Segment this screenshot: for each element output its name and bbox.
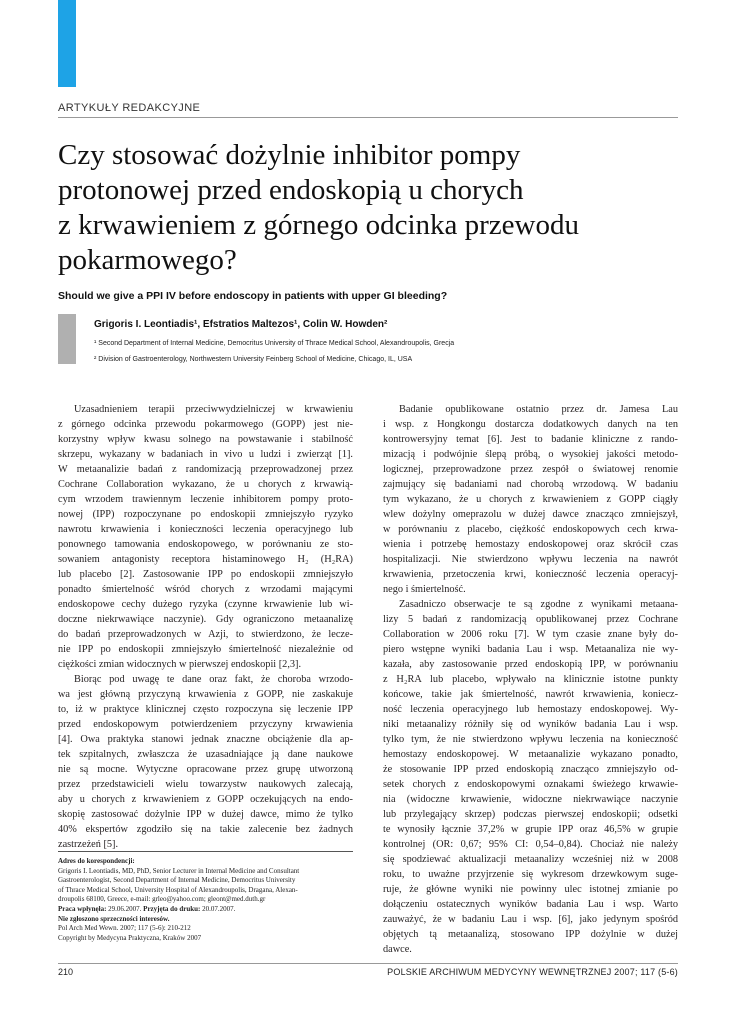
affiliation-1: ¹ Second Department of Internal Medicine, Democritus University of Thrace Medical School, Alexandroupolis, Grecja xyxy=(94,340,455,347)
text-line: sowaniem antagonisty receptora histaminowego H₂ (H₂RA) xyxy=(58,554,353,565)
conflict-statement: Nie zgłoszono sprzeczności interesów. xyxy=(58,914,170,923)
text-line: cym wrzodem trawiennym leczenie inhibitorem pompy proto- xyxy=(58,494,353,505)
text-line: kontrowersyjny temat [6]. Jest to badanie kliniczne z rando- xyxy=(383,434,678,445)
accent-bar xyxy=(58,0,76,87)
text-line: hospitalizacji. Nie stwierdzono wpływu leczenia na nawrót xyxy=(383,554,678,565)
text-line: Zasadniczo obserwacje te są zgodne z wynikami metaana- xyxy=(399,599,678,610)
text-line: W metaanalizie badań z randomizacją przeprowadzonej przez xyxy=(58,464,353,475)
correspondence-line: Gastroenterologist, Second Department of Internal Medicine, Democritus University xyxy=(58,876,296,885)
received-label: Praca wpłynęła: xyxy=(58,904,107,913)
text-line: nie IPP po endoskopii zmniejszyło śmiertelność niezależnie od xyxy=(58,644,353,655)
author-list: Grigoris I. Leontiadis¹, Efstratios Maltezos¹, Colin W. Howden² xyxy=(94,319,388,330)
footer-divider xyxy=(58,963,678,964)
text-line: krwawienia, przetoczenia krwi, konieczność leczenia operacyj- xyxy=(383,569,678,580)
text-line: dołączeniu ostatecznych wyników badania Lau i wsp. Warto xyxy=(383,899,678,910)
text-line: 40% ekspertów zgodziło się na takie zalecenie bez żadnych xyxy=(58,824,353,835)
text-line: objętych tą metaanalizą, stosowano IPP dożylnie w dużej xyxy=(383,929,678,940)
text-line: że stosowanie IPP przed endoskopią znacząco zmniejszyło od- xyxy=(383,764,678,775)
text-line: zastrzeżeń [5]. xyxy=(58,839,119,850)
text-line: kazała, aby zastosowanie przed endoskopią IPP, w porównaniu xyxy=(383,659,678,670)
text-line: kontrolnej (OR: 0,67; 95% CI: 0,54–0,84). Chociaż nie należy xyxy=(383,839,678,850)
text-line: ność leczenia operacyjnego lub hemostazy endoskopowej. Wy- xyxy=(383,704,678,715)
text-line: tylko tym, że nie stwierdzono wpływu leczenia na konieczność xyxy=(383,734,678,745)
title-line: z krwawieniem z górnego odcinka przewodu xyxy=(58,209,579,241)
text-line: ruje, że główne wyniki nie powinny ulec istotnej zmianie po xyxy=(383,884,678,895)
left-text-column xyxy=(58,402,353,852)
text-line: niki metaanalizy różniły się od wyników badania Lau i wsp. xyxy=(383,719,678,730)
text-line: to, iż w praktyce klinicznej często rozpoczyna się leczenie IPP xyxy=(58,704,353,715)
text-line: endoskopowe cechy dużego ryzyka (czynne krwawienie lub wi- xyxy=(58,599,353,610)
text-line: tym wykazano, że u chorych z krwawieniem z GOPP ciągły xyxy=(383,494,678,505)
text-line: korzystny wpływ kwasu solnego na powstawanie i stabilność xyxy=(58,434,353,445)
text-line: nie są mocne. Wytyczne opracowane przez grupę utworzoną xyxy=(58,764,353,775)
accepted-label: Przyjęta do druku: xyxy=(143,904,201,913)
text-line: ponownego tamowania endoskopowego, w porównaniu ze sto- xyxy=(58,539,353,550)
text-line: hemostazy endoskopowej. W metaanalizie wykazano ponadto, xyxy=(383,749,678,760)
english-subtitle: Should we give a PPI IV before endoscopy in patients with upper GI bleeding? xyxy=(58,290,448,302)
text-line: Biorąc pod uwagę te dane oraz fakt, że choroba wrzodo- xyxy=(74,674,353,685)
journal-name: POLSKIE ARCHIWUM MEDYCYNY WEWNĘTRZNEJ 2007; 117 (5-6) xyxy=(387,967,678,977)
text-line: nego i śmiertelność. xyxy=(383,584,466,595)
text-line: nowej (IPP) rozpoczynane po endoskopii zmniejszyło ryzyko xyxy=(58,509,353,520)
text-line: te wynosiły łącznie 37,2% w grupie IPP oraz 46,5% w grupie xyxy=(383,824,678,835)
text-line: mizacją i podwójnie ślepą próbą, o wysokiej jakości metodo- xyxy=(383,449,678,460)
right-text-column xyxy=(383,402,678,957)
accepted-date: 20.07.2007. xyxy=(202,904,236,913)
text-line: [4]. Owa praktyka stanowi jednak znaczne obciążenie dla ap- xyxy=(58,734,353,745)
text-line: skrzepu, wykazany w badaniach in vivo u ludzi i zwierząt [1]. xyxy=(58,449,353,460)
title-line: protonowej przed endoskopią u chorych xyxy=(58,174,524,206)
text-line: przez przedstawicieli wielu towarzystw naukowych zalecają, xyxy=(58,779,353,790)
copyright: Copyright by Medycyna Praktyczna, Kraków 2007 xyxy=(58,933,202,942)
text-line: zauważyć, że w badaniu Lau i wsp. [6], jako jedynym spośród xyxy=(383,914,678,925)
text-line: się spodziewać aktualizacji metaanalizy wcześniej niż w 2008 xyxy=(383,854,678,865)
text-line: tek szpitalnych, zwłaszcza że uzasadniające ją dane naukowe xyxy=(58,749,353,760)
correspondence-heading: Adres do korespondencji: xyxy=(58,857,135,865)
text-line: setek chorych z endoskopowymi oznakami świeżego krwawie- xyxy=(383,779,678,790)
text-line: wienia i potrzebę hemostazy endoskopowej oraz skrócił czas xyxy=(383,539,678,550)
text-line: i wsp. z Hongkongu dostarcza dodatkowych danych na ten xyxy=(383,419,678,430)
text-line: lub przylegający skrzep) podczas pierwszej endoskopii; odsetki xyxy=(383,809,678,820)
citation: Pol Arch Med Wewn. 2007; 117 (5-6): 210-212 xyxy=(58,924,191,933)
section-divider xyxy=(58,117,678,118)
text-line: roku, to uważne przyjrzenie się wykresom drzewkowym suge- xyxy=(383,869,678,880)
received-date: 29.06.2007. xyxy=(108,904,142,913)
text-line: ponadto śmiertelność wśród chorych z wrzodami mającymi xyxy=(58,584,353,595)
text-line: Uzasadnieniem terapii przeciwwydzielniczej w krwawieniu xyxy=(74,404,353,415)
text-line: wlew dożylny omeprazolu w dużej dawce znacząco zmniejszył, xyxy=(383,509,678,520)
text-line: z górnego odcinka przewodu pokarmowego (GOPP) jest nie- xyxy=(58,419,353,430)
text-line: końcowe, takie jak śmiertelność, nawrót krwawienia, koniecz- xyxy=(383,689,678,700)
affiliation-2: ² Division of Gastroenterology, Northwestern University Feinberg School of Medicine, Chicago, IL, USA xyxy=(94,356,413,363)
text-line: doczne niekrwawiące naczynie). Gdy ograniczono metaanalizę xyxy=(58,614,353,625)
text-line: z H₂RA lub placebo, wpływało na klinicznie istotne punkty xyxy=(383,674,678,685)
text-line: piero wstępne wyniki badania Lau i wsp. Metaanaliza nie wy- xyxy=(383,644,678,655)
correspondence-email: droupolis 68100, Greece, e-mail: grleo@yahoo.com; gleont@med.duth.gr xyxy=(58,895,266,904)
text-line: lizy 5 badań z randomizacją opublikowanej przez Cochrane xyxy=(383,614,678,625)
text-line: nia (widoczne krwawienie, widoczne niekrwawiące naczynie xyxy=(383,794,678,805)
text-line: ciężkości zmian widocznych w pierwszej endoskopii [2,3]. xyxy=(58,659,302,670)
text-line: logicznej, przeprowadzone przez zespół o światowej renomie xyxy=(383,464,678,475)
text-line: lub placebo [2]. Zastosowanie IPP po endoskopii zmniejszyło xyxy=(58,569,353,580)
section-label: ARTYKUŁY REDAKCYJNE xyxy=(58,102,201,114)
article-title xyxy=(58,138,658,278)
author-bar xyxy=(58,314,76,364)
correspondence-divider xyxy=(58,851,353,852)
text-line: nawrotu krwawienia i konieczności leczenia operacyjnego lub xyxy=(58,524,353,535)
text-line: skopię zastosować dożylnie IPP w dużej dawce, mimo że tylko xyxy=(58,809,353,820)
text-line: Collaboration w 2006 roku [7]. W tym czasie znane były do- xyxy=(383,629,678,640)
correspondence-block xyxy=(58,857,353,943)
text-line: dawce. xyxy=(383,944,412,955)
correspondence-line: Grigoris I. Leontiadis, MD, PhD, Senior Lecturer in Internal Medicine and Consultant xyxy=(58,866,300,875)
text-line: Badanie opublikowane ostatnio przez dr. Jamesa Lau xyxy=(399,404,678,415)
text-line: w porównaniu z placebo, ciężkość endoskopowych cech krwa- xyxy=(383,524,678,535)
text-line: Cochrane Collaboration wykazano, że u chorych z krwawią- xyxy=(58,479,353,490)
page-number: 210 xyxy=(58,967,74,977)
title-line: Czy stosować dożylnie inhibitor pompy xyxy=(58,139,521,171)
text-line: do badań przeprowadzonych w Azji, to stwierdzono, że lecze- xyxy=(58,629,353,640)
text-line: aby u chorych z krwawieniem z GOPP oczekujących na endo- xyxy=(58,794,353,805)
text-line: zajmujący się badaniami nad chorobą wrzodową. W badaniu xyxy=(383,479,678,490)
text-line: przed endoskopowym potwierdzeniem przyczyny krwawienia xyxy=(58,719,353,730)
text-line: wa jest główną przyczyną krwawienia z GOPP, nie zaskakuje xyxy=(58,689,353,700)
correspondence-line: of Thrace Medical School, University Hospital of Alexandroupolis, Dragana, Alexan- xyxy=(58,885,298,894)
title-line: pokarmowego? xyxy=(58,244,237,276)
